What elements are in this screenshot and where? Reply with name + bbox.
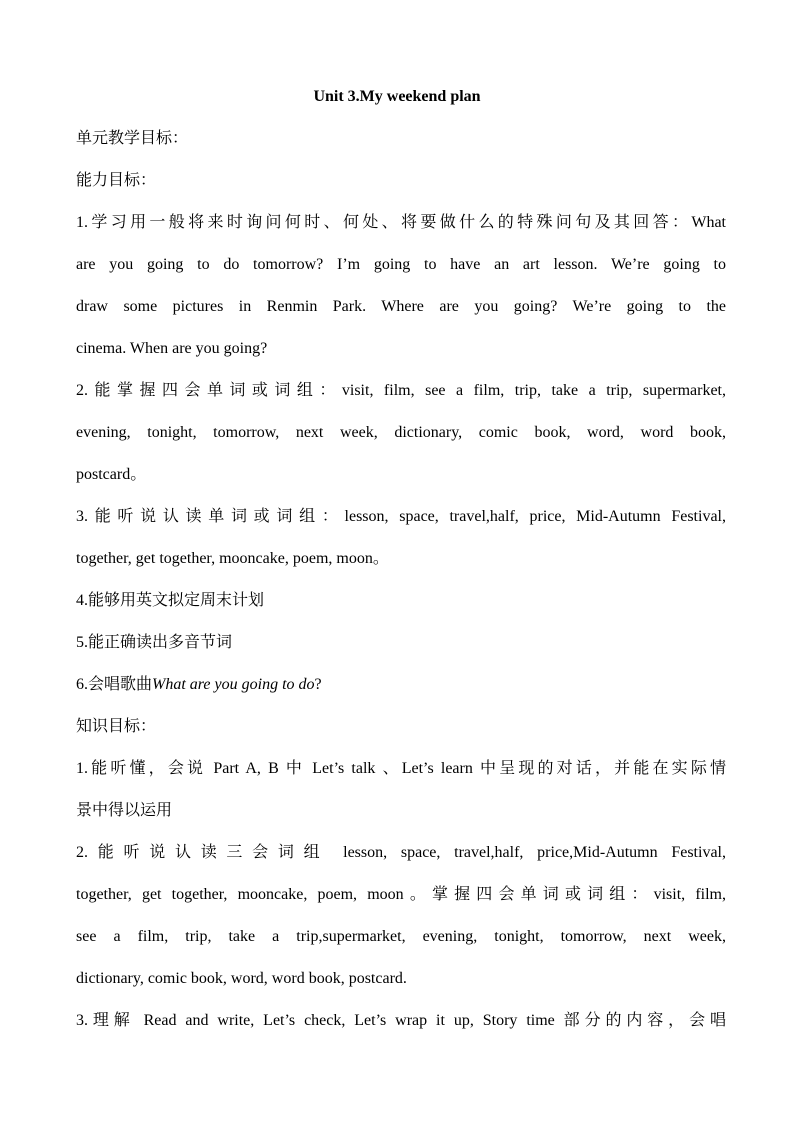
heading-teaching-goals: 单元教学目标： [76,130,189,147]
document-title: Unit 3.My weekend plan [313,88,481,105]
heading-ability-goals: 能力目标： [76,172,157,189]
knowledge-item-1-line-2: 景中得以运用 [76,802,173,819]
song-title: What are you going to do [152,676,315,693]
ability-item-2-line-3: postcard。 [76,466,147,483]
ability-item-3-line-2: together, get together, mooncake, poem, moon。 [76,550,389,567]
ability-item-1-line-2: are you going to do tomorrow? I’m going to have an art lesson. We’re going to [76,256,726,273]
knowledge-item-2-line-2: together, get together, mooncake, poem, moon。掌握四会单词或词组：visit, film, [76,886,726,903]
ability-item-2-line-1: 2.能掌握四会单词或词组：visit, film, see a film, trip, take a trip, supermarket, [76,382,726,399]
ability-item-2-line-2: evening, tonight, tomorrow, next week, dictionary, comic book, word, word book, [76,424,726,441]
heading-knowledge-goals: 知识目标： [76,718,157,735]
ability-item-5: 5.能正确读出多音节词 [76,634,233,651]
knowledge-item-1-line-1: 1.能听懂，会说 Part A, B 中 Let’s talk 、Let’s learn 中呈现的对话，并能在实际情 [76,760,726,777]
knowledge-item-2-line-4: dictionary, comic book, word, word book, postcard. [76,970,407,987]
ability-item-1-line-1: 1.学习用一般将来时询问何时、何处、将要做什么的特殊问句及其回答：What [76,214,726,231]
ability-item-6-suffix: ? [314,676,322,693]
ability-item-6-prefix: 6.会唱歌曲 [76,676,153,693]
knowledge-item-2-line-1: 2.能听说认读三会词组 lesson, space, travel,half, price,Mid-Autumn Festival, [76,844,726,861]
ability-item-3-line-1: 3.能听说认读单词或词组：lesson, space, travel,half, price, Mid-Autumn Festival, [76,508,726,525]
knowledge-item-2-line-3: see a film, trip, take a trip,supermarket, evening, tonight, tomorrow, next week, [76,928,726,945]
ability-item-1-line-4: cinema. When are you going? [76,340,268,357]
ability-item-6 [76,674,726,696]
knowledge-item-3-line-1: 3.理解 Read and write, Let’s check, Let’s wrap it up, Story time 部分的内容，会唱 [76,1012,726,1029]
ability-item-4: 4.能够用英文拟定周末计划 [76,592,265,609]
ability-item-1-line-3: draw some pictures in Renmin Park. Where are you going? We’re going to the [76,298,726,315]
